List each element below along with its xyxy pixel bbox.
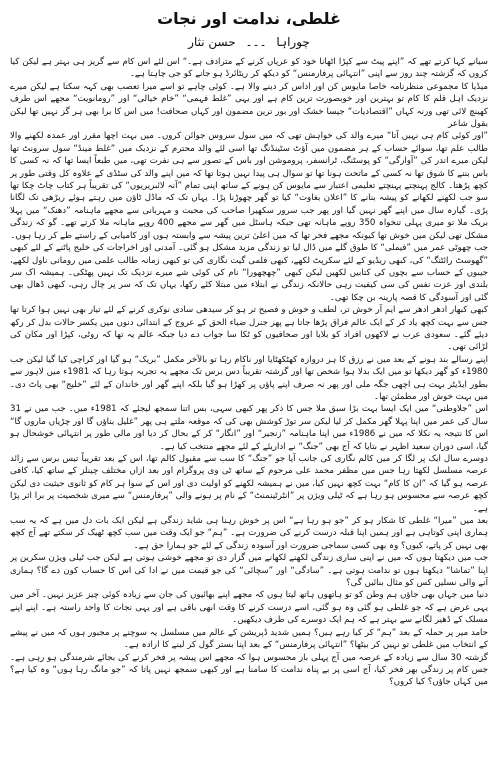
paragraph: اس ”جلاوطنی“ میں ایک ایسا بہت بڑا سبق ملا جس کا ذکر پھر کبھی سہی، بس اتنا سمجھ لیجئے کہ 1981ء میں۔ جب میں نے 31 سال کی عمر میں اپنا پہلا گھر مکمل کر لیا لیکن سر توڑ کوشش بھی کی کہ موقعہ ملتے ہی پھر ”غلیل بناؤں گا اور چڑیاں ماروں گا“ اس کا نتیجہ یہ نکلا کہ میں نے 1986ء میں اپنا ماہنامہ ”زنجیر“ اور ”انگار“ کر کے بحال کر دیا اور مالی طور پر انتہائی خوشحال ہو گیا، اسی دوران سعید اظہر نے بتایا کہ آج بھی ”جنگ“ نے اداریئے کے لئے مجھے منتخب کیا ہے۔ xyxy=(10,404,488,452)
paragraph: گزشتہ 30 سال سے زیادہ کے عرصہ میں آج پہلی بار محسوس ہوا کہ مجھے اس پیشہ پر فخر کرنے کی بجائے شرمندگی ہو رہی ہے۔ جس کام پر زندگی بھر فخر کیا، آج اسی پر بے پناہ ندامت کا سامنا ہے اور کبھی سمجھ نہیں پاتا کہ ”جو مانگ رہا ہوں“ وہ کیا ہے؟ میں کہاں جاؤں؟ کیا کروں؟ xyxy=(10,652,488,688)
paragraph: دوسرے سال ایک پر لگا کر میں کالم نگاری کی جانب آیا جو ”جنگ“ کا سب سے مقبول کالم تھا، اس کے بعد تقریباً تیس برس سے زائد عرصہ مسلسل لکھتا رہا جس میں مظفر محمد علی مرحوم کے ساتھ ٹی وی پروگرام اور بعد ازاں مختلف چینلز کے ساتھ کیا، کافی عرصہ ہو گیا کہ ”ان کا کام“ بہت کچھ نہیں کیا، میں نے ہمیشہ لکھنے کو اولیت دی اور اس کے سوا ہر کام کو ثانوی حیثیت دی لیکن کچھ عرصہ سے محسوس ہو رہا ہے کہ ٹیلی ویژن پر ”انٹرٹینمنٹ“ کے نام پر ہونے والی ”پرفارمنس“ سے میری شخصیت پر برا اثر پڑا ہے۔ xyxy=(10,454,488,514)
paragraph: ”اور کوئی کام ہی نہیں آتا“ میرے والد کی خواہش تھی کہ میں سول سروس جوائن کروں۔ میں بہت اچھا مقرر اور عمدہ لکھنے والا طالب علم تھا، سوائے حساب کے ہر مضمون میں آؤٹ سٹینڈنگ تھا اسی لئے والد محترم کے نزدیک میں ”غلط مینڈ“ سول سرونٹ تھا لیکن میرے اندر کی ”آوارگی“ کو پوسٹنگ، ٹرانسفر، پروموشن اور باس کے تصور سے ہی نفرت تھی، میں طبعاً ایسا تھا کہ نہ کسی کا باس بننے کا شوق تھا نہ کسی کے ماتحت ہونا تھا تو سوال ہی پیدا نہیں ہوتا تھا کہ میں اپنے والد کی سٹڈی کے علاوہ کل وقتی طور پر کچھ پڑھتا۔ کالج پہنچتے پہنچتے تعلیمی اعتبار سے مایوس کن ہونے کے ساتھ اپنی تمام ”آنہ لائبریریوں“ کی تقریباً ہر کتاب چاٹ چکا تھا سو جب لکھنے لکھانے کو پیشہ بنانے کا ”اعلان بغاوت“ کیا تو گھر چھوڑنا پڑا۔ یہاں تک کہ ماڈل ٹاؤن میں رہتے ہوئے ریڑھی تک لگانا پڑی۔ گیارہ سال میں اپنے گھر نہیں گیا اور پھر جب سرور سکھیرا صاحب کی محبت و مہربانی سے مجھے ماہنامہ ”دھنک“ میں پہلا بریک ملا تو میری پہلی تنخواہ 350 روپے ماہانہ تھی جبکہ ہاسٹل میں گھر سے مجھے 400 روپے ماہانہ ملا کرتے تھے۔ گو کہ زندگی مشکل تھی لیکن میں خوش تھا کیونکہ مجھے فخر تھا کہ میں اعلیٰ ترین پیشہ سے وابستہ ہوں اور کامیابی کے راستے طے کر رہا ہوں۔ xyxy=(10,131,488,241)
article-title: غلطی، ندامت اور نجات xyxy=(157,9,341,28)
paragraph: حامد میر پر حملہ کے بعد ”ہم“ کر کیا رہے ہیں؟ ہمیں شدید ڈپریشن کے عالم میں مسلسل یہ سوچنے پر مجبور ہوں کہ میں نے پیشے کے انتخاب میں غلطی تو نہیں کر بیٹھا؟ ”انتہائی پرفارمنس“ کے بعد اپنا بستر گول کر لینے کا ارادہ ہے۔ xyxy=(10,627,488,651)
article-body xyxy=(10,56,488,764)
paragraph: میڈیا کا مجموعی منظرنامہ خاصا مایوس کن اور اداس کر دینے والا ہے۔ کوئی چاہے تو اسے میرا تعصب بھی کہہ سکتا ہے لیکن میرے نزدیک اہل قلم کا کام تو بہترین اور خوبصورت ترین کام ہے اور یہی ”غلط فہمی“ ”خام خیالی“ اور ”رومانویت“ مجھے اس طرف کھینچ لائی تھی ورنہ کہاں ”اقتصادیات“ جیسا خشک اور بور ترین مضمون اور کہاں صحافت! میں اس کا برا بھی ہر گز نہیں تھا لیکن بقول شاعر xyxy=(10,81,488,130)
byline-separator: ۔۔۔ xyxy=(245,35,267,49)
paragraph: بعد میں ”میرا“ غلطی کا شکار ہو کر ”جو ہو رہا ہے“ اس پر خوش رہنا ہی شاید زندگی ہے لیکن ایک بات دل میں ہے کہ یہ سب ہماری اپنی کوتاہی ہے اور ہمیں اپنا قبلہ درست کرنے کی ضرورت ہے۔ ”ہم“ جو ایک وقت میں سب کچھ ٹھیک کر سکتے تھے آج کچھ بھی نہیں کر پاتے، کیوں؟ وہ بھی کسی سماجی ضرورت اور آسودہ زندگی کے لئے جو ہمارا حق ہے۔ xyxy=(10,516,488,551)
paragraph: جب میں دیکھتا ہوں کہ میں نے اپنی ساری زندگی لکھنے لکھانے میں گزار دی تو مجھے خوشی ہوتی ہے لیکن جب ٹیلی ویژن سکرین پر اپنا ”تماشا“ دیکھتا ہوں تو ندامت ہوتی ہے۔ ”سادگی“ اور ”سچائی“ کی جو قیمت میں نے ادا کی اس کا حساب کون دے گا؟ ہماری آنے والی نسلیں کس کو مثال بنائیں گی؟ xyxy=(10,553,488,589)
column-name: چوراہا xyxy=(276,35,310,49)
paragraph: کبھی کبھار ادھر ادھر سے ایم آر خوش تر، لطف و خوش و فصیح تر ہو کر سیدھی سادی نوکری کرنے کے لئے تیار بھی نہیں ہوا کرتا تھا جس سے بہت کچھ یاد کر کے ایک عالم فراق پڑھا جاتا ہے پھر جنرل ضیاء الحق کے عروج کے ابتدائی دنوں میں یکسر حالات بدل کر رکھ دیئے گئے۔ سعودی عرب نے لاکھوں افراد کو بلایا اور صحافیوں کو ٹکا سا جواب دے دیا جبکہ عالم یہ تھا کہ روٹی، کپڑا اور مکان کی لڑائی تھی۔ xyxy=(10,305,488,353)
byline xyxy=(10,34,488,50)
paragraph: جب چھوٹی عمر میں ”فیملی“ کا طوق گلے میں ڈال لیا تو زندگی مزید مشکل ہو گئی۔ آمدنی اور اخراجات کی خلیج پاٹنے کے لئے کبھی ”گھوسٹ رائٹنگ“ کی، کبھی ریڈیو کے لئے سکرپٹ لکھے، کبھی فلمی گیت نگاری کی تو کبھی زمانہ طالب علمی میں رومانی ناول لکھے، جیبوں کے حساب سے بچوں کی کتابیں لکھیں لیکن کبھی ”چھچھورا“ نام کی کوئی شے میرے نزدیک تک نہیں پھٹکی۔ ہمیشہ اک سر بلندی اور عزت نفس کی سی کیفیت رہی حالانکہ زندگی نے ابتلاء میں مبتلا کئے رکھا، یہاں تک کہ سر پر چال رہی، کبھی ڈھال بھی گئی اور آسودگی کا قصہ پارینہ بن چکا تھی۔ xyxy=(10,243,488,303)
paragraph: دنیا میں جہاں بھی جاؤں ہم وطن کو تو ہاتھوں ہاتھ لیتا ہوں کہ مجھے اپنے بھائیوں کی جان سے زیادہ کوئی چیز عزیز نہیں۔ آخر میں یہی عرض ہے کہ جو غلطی ہو گئی وہ ہو گئی، اسے درست کرنے کا وقت ابھی باقی ہے اور یہی نجات کا واحد راستہ ہے۔ اپنے اپنے مسلک کے ڈھیر لگانے سے بہتر ہے کہ ہم ایک دوسرے کی طرف دیکھیں۔ xyxy=(10,590,488,626)
paragraph: اپنے رسالے بند ہونے کے بعد میں نے رزق کا ہر دروازہ کھٹکھٹایا اور ناکام رہا تو بالآخر مکمل ”بریک“ ہو گیا اور کراچی کیا گیا لیکن جب 1980ء کو گھر دیکھا تو میں ایک بدلا ہوا شخص تھا اور گزشتہ تقریباً دس برس تک مجھے یہ تجربہ ہوتا رہا کہ 1981ء میں لاہور سے بطور ایڈیٹر بہت ہی اچھی جگہ ملی اور پھر نہ صرف اپنے پاؤں پر کھڑا ہو گیا بلکہ اپنے گھر اور خاندان کے لئے ”خلیج“ بھی پاٹ دی۔ میں بہت خوش اور مطمئن تھا۔ xyxy=(10,354,488,402)
paragraph: سیانے کہا کرتے تھے کہ ”اپنے پیٹ سے کپڑا اٹھانا خود کو عریاں کرنے کے مترادف ہے۔“ اس لئے اس کام سے گریز ہی بہتر ہے لیکن کیا کروں کہ گزشتہ چند روز سے اپنی ”انتہائی پرفارمنس“ کو دیکھ کر ریٹائرڈ ہو جانے کو جی چاہتا ہے۔ xyxy=(10,57,488,80)
author-name: حسن نثار xyxy=(188,35,236,49)
